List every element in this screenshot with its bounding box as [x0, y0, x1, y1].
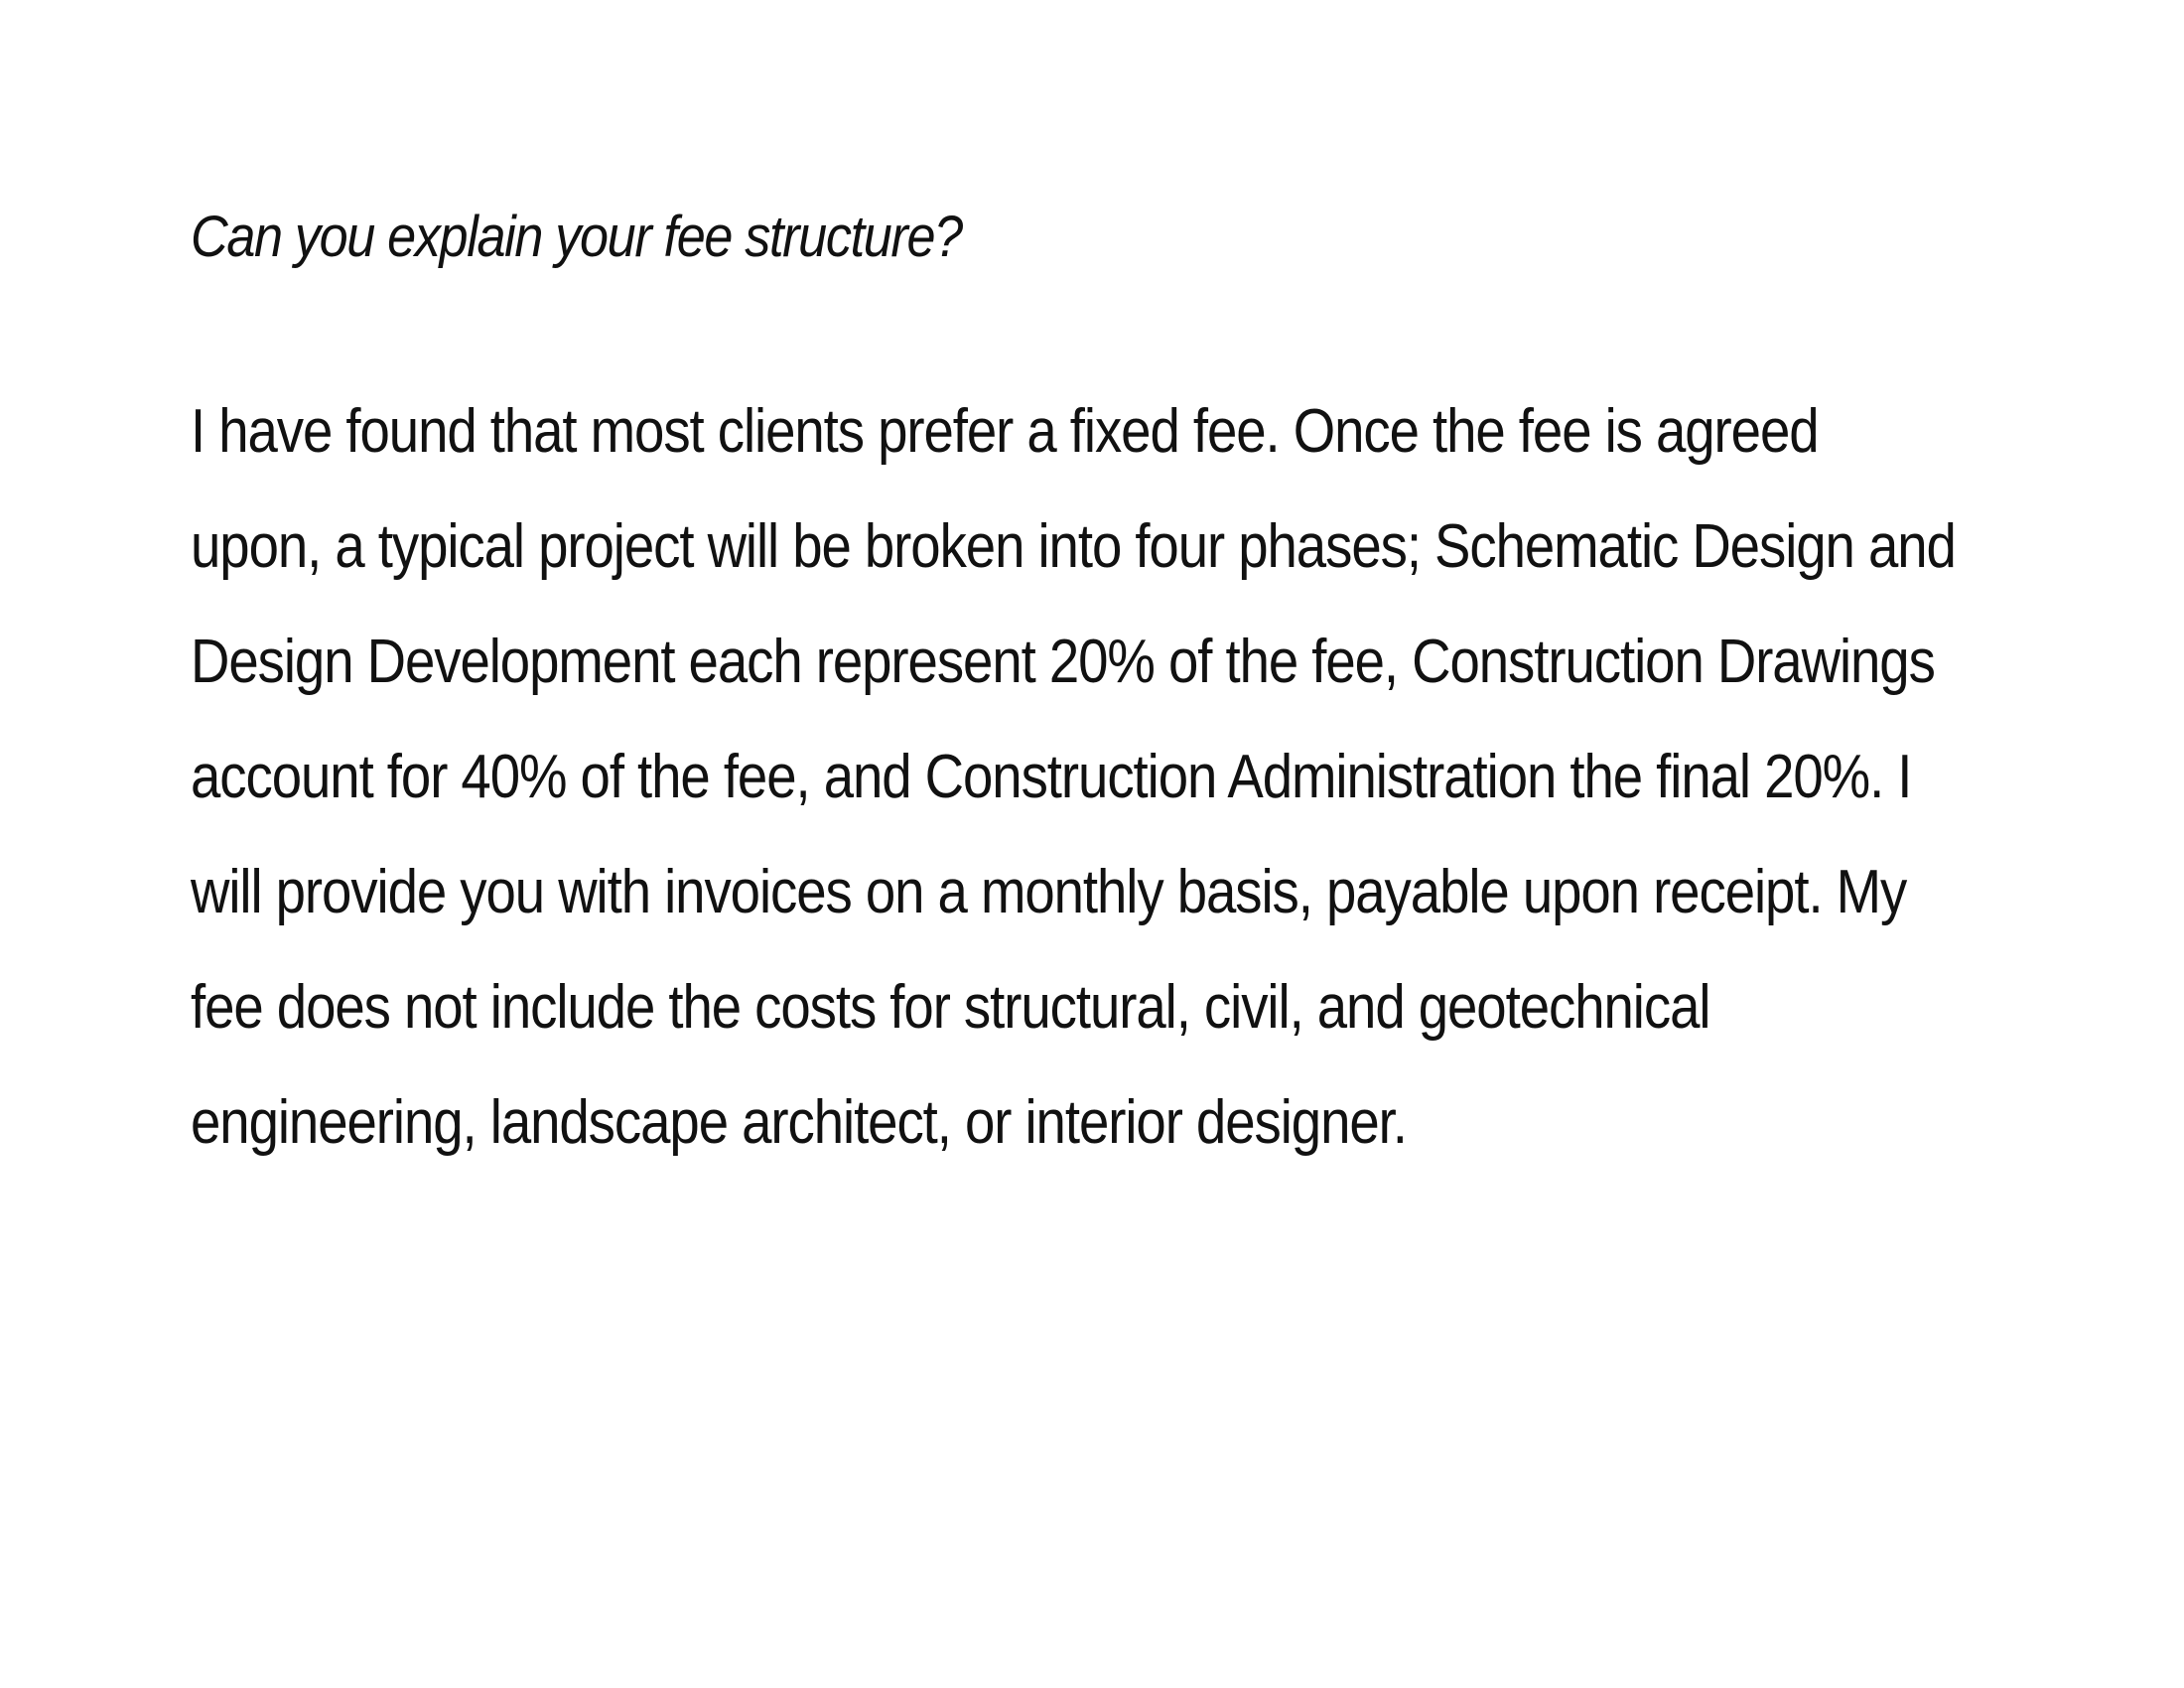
- answer-line: will provide you with invoices on a monthly basis, payable upon receipt. My: [191, 858, 1907, 926]
- answer-line: fee does not include the costs for structural, civil, and geotechnical: [191, 973, 1710, 1042]
- answer-paragraph: [191, 395, 1956, 1201]
- question-heading: Can you explain your fee structure?: [191, 205, 962, 269]
- answer-line: Design Development each represent 20% of the fee, Construction Drawings: [191, 628, 1935, 696]
- answer-line: account for 40% of the fee, and Construction Administration the final 20%. I: [191, 743, 1912, 811]
- answer-line: engineering, landscape architect, or interior designer.: [191, 1088, 1407, 1157]
- answer-line: upon, a typical project will be broken into four phases; Schematic Design and: [191, 512, 1956, 581]
- answer-line: I have found that most clients prefer a fixed fee. Once the fee is agreed: [191, 397, 1819, 466]
